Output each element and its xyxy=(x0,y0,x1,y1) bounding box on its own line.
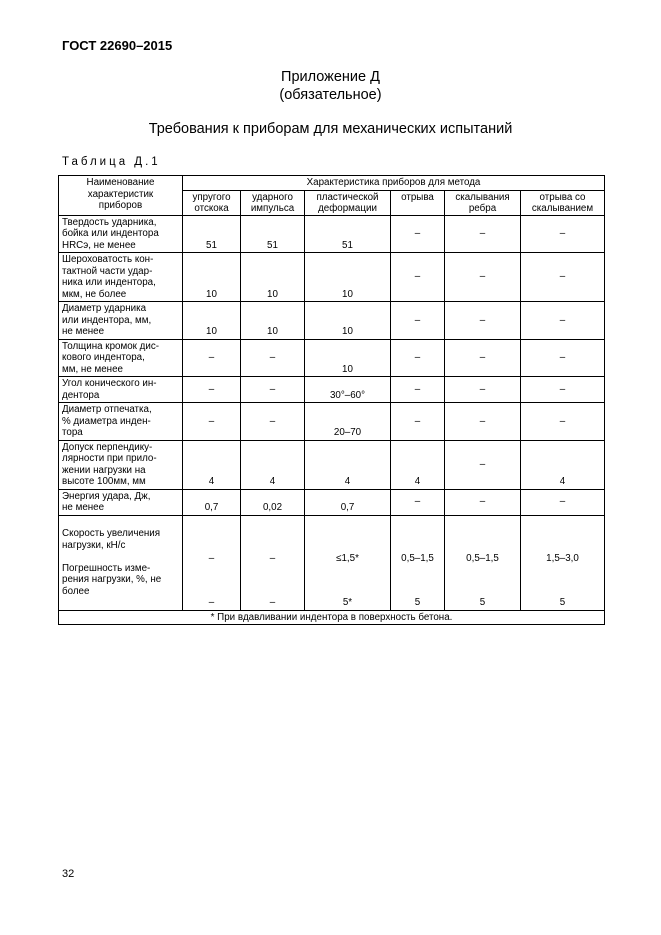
table-footnote: * При вдавливании индентора в поверхность бетона. xyxy=(59,610,605,625)
value-cell: – xyxy=(445,377,521,403)
value-cell: 30°–60° xyxy=(305,377,391,403)
value-cell-pair xyxy=(305,515,391,610)
method-header-pull-off-shear: отрыва со скалыванием xyxy=(521,190,605,215)
table-row-combined xyxy=(59,515,605,610)
name-column-header: Наименование характеристик приборов xyxy=(59,176,183,216)
appendix-heading xyxy=(0,68,661,104)
value-top: ≤1,5* xyxy=(336,552,359,564)
value-cell: – xyxy=(445,302,521,340)
value-top: 0,5–1,5 xyxy=(401,552,434,564)
value-cell: – xyxy=(241,339,305,377)
row-name: Диаметр отпечатка, % диаметра инден- тора xyxy=(59,403,183,441)
value-cell: – xyxy=(391,339,445,377)
value-cell: 10 xyxy=(305,339,391,377)
row-name-combined xyxy=(59,515,183,610)
value-cell: 10 xyxy=(241,253,305,302)
row-name-load-error: Погрешность изме- рения нагрузки, %, не более xyxy=(62,562,162,597)
value-cell: – xyxy=(391,377,445,403)
value-cell: – xyxy=(445,215,521,253)
value-cell-pair xyxy=(241,515,305,610)
requirements-table xyxy=(58,175,605,625)
value-cell: 51 xyxy=(183,215,241,253)
value-cell: 4 xyxy=(391,440,445,489)
value-cell: 0,7 xyxy=(305,489,391,515)
table-caption: Таблица Д.1 xyxy=(62,156,161,168)
appendix-subtitle: (обязательное) xyxy=(279,87,382,103)
value-cell: – xyxy=(241,377,305,403)
value-cell: – xyxy=(391,302,445,340)
value-bottom: 5* xyxy=(342,597,353,608)
table-row xyxy=(59,339,605,377)
value-cell: 4 xyxy=(241,440,305,489)
method-header-impulse: ударного импульса xyxy=(241,190,305,215)
value-cell: – xyxy=(445,253,521,302)
footnote-row xyxy=(59,610,605,625)
value-cell: 10 xyxy=(241,302,305,340)
value-cell-pair xyxy=(183,515,241,610)
table-row xyxy=(59,440,605,489)
row-name: Диаметр ударника или индентора, мм, не менее xyxy=(59,302,183,340)
value-cell: – xyxy=(445,489,521,515)
row-name: Угол конического ин- дентора xyxy=(59,377,183,403)
value-cell: – xyxy=(445,440,521,489)
value-top: 1,5–3,0 xyxy=(546,552,579,564)
value-bottom: 5 xyxy=(479,597,486,608)
value-cell: – xyxy=(183,377,241,403)
row-name: Твердость ударника, бойка или индентора HRCэ, не менее xyxy=(59,215,183,253)
value-cell-pair xyxy=(391,515,445,610)
value-top: – xyxy=(208,552,215,564)
value-cell: 20–70 xyxy=(305,403,391,441)
value-cell: – xyxy=(521,215,605,253)
value-cell: 10 xyxy=(305,302,391,340)
method-group-header: Характеристика приборов для метода xyxy=(183,176,605,191)
value-cell: – xyxy=(521,302,605,340)
value-cell: 0,02 xyxy=(241,489,305,515)
row-name: Энергия удара, Дж, не менее xyxy=(59,489,183,515)
value-cell: 0,7 xyxy=(183,489,241,515)
value-cell: – xyxy=(391,403,445,441)
value-bottom: – xyxy=(208,597,215,608)
page-number: 32 xyxy=(62,868,75,880)
value-cell: – xyxy=(521,253,605,302)
value-cell: – xyxy=(521,403,605,441)
value-cell: – xyxy=(183,403,241,441)
document-code: ГОСТ 22690–2015 xyxy=(62,38,173,53)
value-bottom: 5 xyxy=(414,597,421,608)
value-cell: – xyxy=(521,339,605,377)
value-cell: – xyxy=(521,489,605,515)
value-cell: 4 xyxy=(305,440,391,489)
value-cell: – xyxy=(521,377,605,403)
value-cell: 4 xyxy=(521,440,605,489)
table-row xyxy=(59,302,605,340)
value-cell-pair xyxy=(445,515,521,610)
value-bottom: 5 xyxy=(559,597,566,608)
value-cell: – xyxy=(183,339,241,377)
row-name: Толщина кромок дис- кового индентора, мм, не менее xyxy=(59,339,183,377)
value-cell: 51 xyxy=(305,215,391,253)
value-cell: – xyxy=(391,253,445,302)
table-row xyxy=(59,403,605,441)
section-title: Требования к приборам для механических испытаний xyxy=(148,121,513,137)
row-name-load-rate: Скорость увеличения нагрузки, кН/с xyxy=(62,528,161,551)
value-cell: – xyxy=(445,403,521,441)
method-header-rebound: упругого отскока xyxy=(183,190,241,215)
value-cell: – xyxy=(241,403,305,441)
table-header-row xyxy=(59,176,605,191)
table-row xyxy=(59,489,605,515)
method-header-plastic: пластической деформации xyxy=(305,190,391,215)
value-bottom: – xyxy=(269,597,276,608)
value-cell: – xyxy=(391,489,445,515)
value-top: – xyxy=(269,552,276,564)
table-row xyxy=(59,253,605,302)
method-header-pull-off: отрыва xyxy=(391,190,445,215)
method-header-edge-shear: скалывания ребра xyxy=(445,190,521,215)
row-name: Шероховатость кон- тактной части удар- ника или индентора, мкм, не более xyxy=(59,253,183,302)
row-name: Допуск перпендику- лярности при прило- жении нагрузки на высоте 100мм, мм xyxy=(59,440,183,489)
value-cell: 51 xyxy=(241,215,305,253)
value-cell: 10 xyxy=(183,302,241,340)
value-cell: 10 xyxy=(183,253,241,302)
table-row xyxy=(59,215,605,253)
value-cell: 10 xyxy=(305,253,391,302)
value-cell-pair xyxy=(521,515,605,610)
value-cell: 4 xyxy=(183,440,241,489)
appendix-title: Приложение Д xyxy=(281,69,380,85)
value-cell: – xyxy=(445,339,521,377)
table-row xyxy=(59,377,605,403)
value-cell: – xyxy=(391,215,445,253)
value-top: 0,5–1,5 xyxy=(466,552,499,564)
